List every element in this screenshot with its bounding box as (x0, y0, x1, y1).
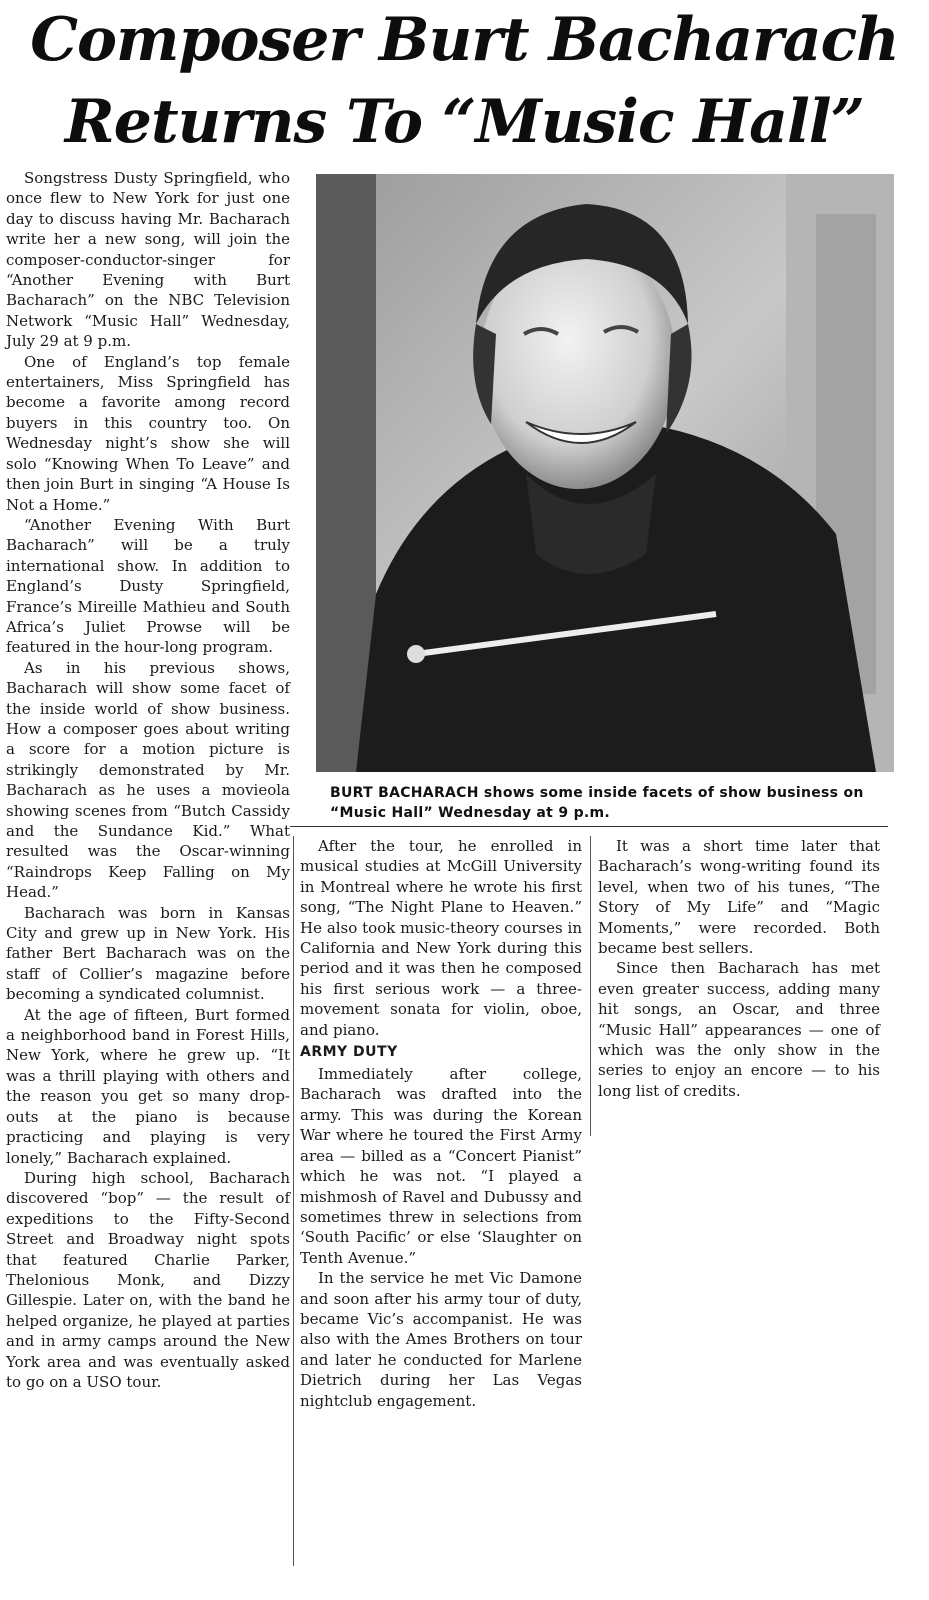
headline-line-2: Returns To “Music Hall” (64, 87, 865, 157)
paragraph: During high school, Bacharach discovered “bop” — the result of expeditions to the Fifty-Second Street and Broadway night spots that featured Charlie Parker, Thelonious Monk, and Dizzy Gillespie. Later on, with the band he helped organize, he played at parties and in army camps around the New York area and was eventually asked to go on a USO tour. (6, 1168, 290, 1391)
paragraph: In the service he met Vic Damone and soon after his army tour of duty, became Vic’s accompanist. He was also with the Ames Brothers on tour and later he conducted for Marlene Dietrich during her Las Vegas nightclub engagement. (300, 1269, 582, 1410)
paragraph: Immediately after college, Bacharach was drafted into the army. This was during the Korean War where he toured the First Army area — billed as a “Concert Pianist” which he was not. “I played a mishmosh of Ravel and Dubussy and sometimes threw in selections from ‘South Pacific’ or else ‘Slaughter on Tenth Avenue.” (300, 1065, 582, 1267)
paragraph: “Another Evening With Burt Bacharach” will be a truly international show. In addition to England’s Dusty Springfield, France’s Mireille Mathieu and South Africa’s Juliet Prowse will be featured in the hour-long program. (6, 515, 290, 657)
article-column-2 (300, 836, 582, 1411)
photo-caption: BURT BACHARACH shows some inside facets of show business on “Music Hall” Wednesday at 9 p.m. (330, 785, 864, 821)
paragraph: Since then Bacharach has met even greater success, adding many hit songs, an Oscar, and three “Music Hall” appearances — one of which was the only show in the series to enjoy an encore — to his long list of credits. (598, 959, 880, 1100)
headline-line-1: Composer Burt Bacharach (30, 5, 899, 75)
article-column-3 (598, 836, 880, 1101)
paragraph: At the age of fifteen, Burt formed a neighborhood band in Forest Hills, New York, where he grew up. “It was a thrill playing with others and the reason you get so many drop-outs at the piano is because practicing and playing is very lonely,” Bacharach explained. (6, 1005, 290, 1167)
paragraph: As in his previous shows, Bacharach will show some facet of the inside world of show business. How a composer goes about writing a score for a motion picture is strikingly demonstrated by Mr. Bacharach as he uses a movieola showing scenes from “Butch Cassidy and the Sundance Kid.” What resulted was the Oscar-winning “Raindrops Keep Falling on My Head.” (6, 658, 290, 902)
column-divider (590, 836, 591, 1136)
divider (290, 826, 888, 827)
paragraph: After the tour, he enrolled in musical studies at McGill University in Montreal where he wrote his first song, “The Night Plane to Heaven.” He also took music-theory courses in California and New York during this period and it was then he composed his first serious work — a three-movement sonata for violin, oboe, and piano. (300, 837, 582, 1039)
section-subhead: ARMY DUTY (300, 1044, 398, 1061)
paragraph: One of England’s top female entertainers, Miss Springfield has become a favorite among record buyers in this country too. On Wednesday night’s show she will solo “Knowing When To Leave” and then join Burt in singing “A House Is Not a Home.” (6, 352, 290, 514)
burt-bacharach-photo (316, 174, 894, 772)
paragraph: Bacharach was born in Kansas City and grew up in New York. His father Bert Bacharach was on the staff of Collier’s magazine before becoming a syndicated columnist. (6, 903, 290, 1004)
column-divider (293, 836, 294, 1566)
photo-illustration (316, 174, 894, 772)
article-column-1 (6, 168, 290, 1392)
paragraph: It was a short time later that Bacharach’s wong-writing found its level, when two of his tunes, “The Story of My Life” and “Magic Moments,” were recorded. Both became best sellers. (598, 837, 880, 958)
paragraph: Songstress Dusty Springfield, who once flew to New York for just one day to discuss having Mr. Bacharach write her a new song, will join the composer-conductor-singer for “Another Evening with Burt Bacharach” on the NBC Television Network “Music Hall” Wednesday, July 29 at 9 p.m. (6, 169, 290, 351)
